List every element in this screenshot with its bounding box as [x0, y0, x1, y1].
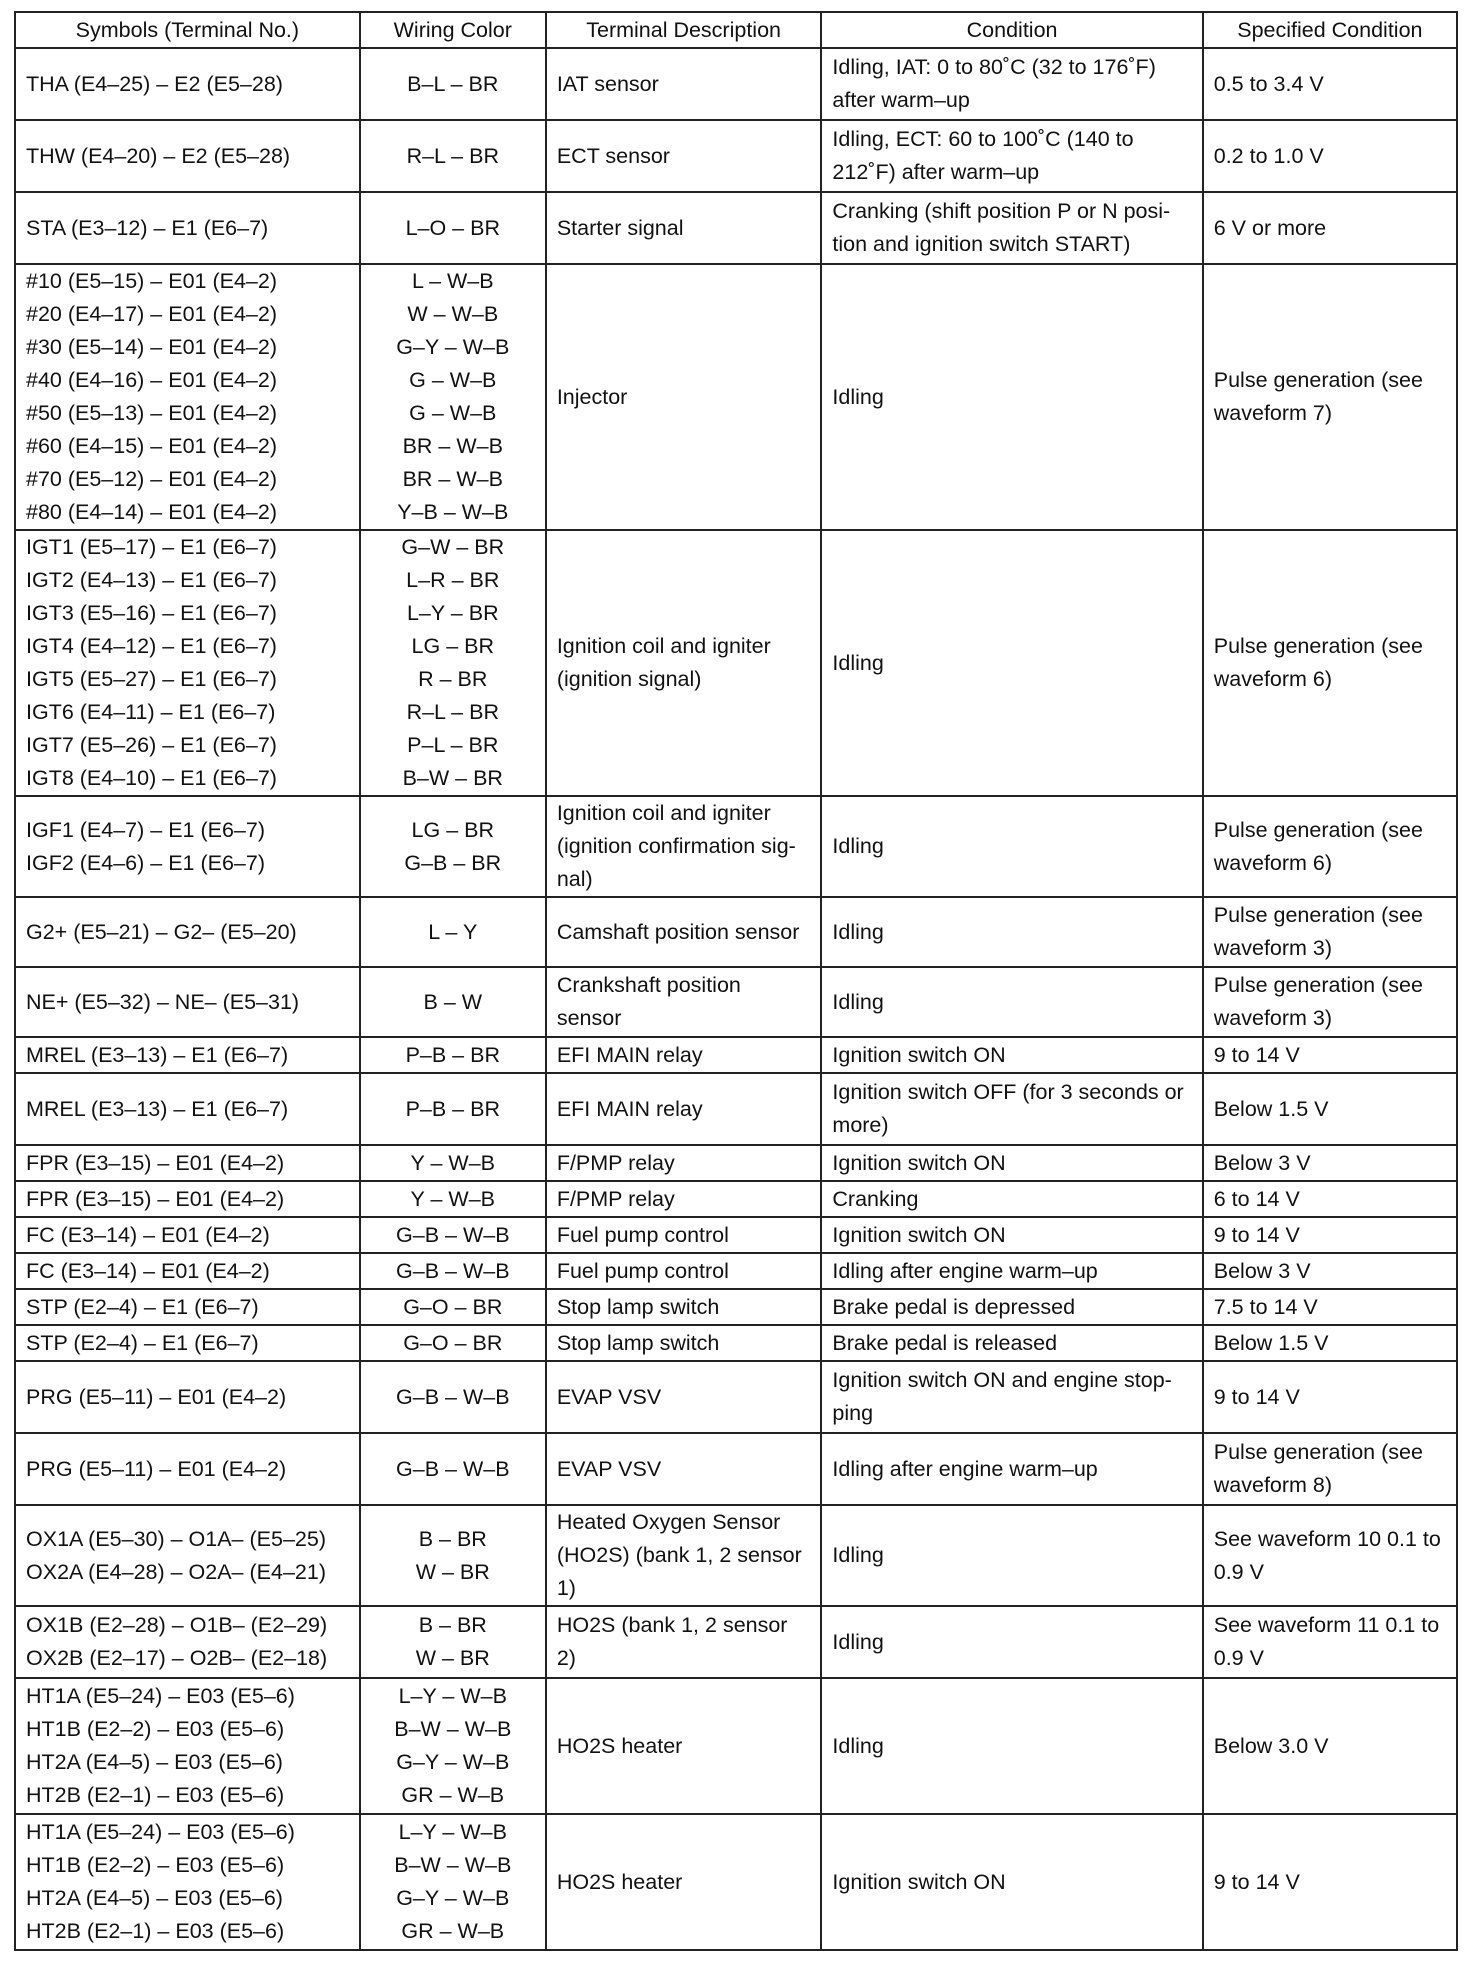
wiring-color-text: R–L – BR	[406, 700, 499, 724]
wiring-color-text: G–O – BR	[403, 1330, 503, 1355]
symbol-text: STP (E2–4) – E1 (E6–7)	[26, 1294, 259, 1319]
wiring-color-cell	[360, 1145, 546, 1181]
wiring-color-text: B–W – W–B	[394, 1853, 512, 1877]
wiring-color-cell	[360, 264, 546, 530]
specified-condition-cell: Below 3 V	[1203, 1253, 1457, 1289]
symbol-text: IGF2 (E4–6) – E1 (E6–7)	[26, 850, 265, 875]
condition-cell: Ignition switch ON and engine stop- ping	[821, 1361, 1202, 1433]
table-row	[15, 1145, 1457, 1181]
condition-cell: Idling	[821, 264, 1202, 530]
symbol-text: G2+ (E5–21) – G2– (E5–20)	[26, 919, 297, 944]
table-row	[15, 1217, 1457, 1253]
symbol-text: OX2A (E4–28) – O2A– (E4–21)	[26, 1559, 326, 1584]
symbol-text: OX2B (E2–17) – O2B– (E2–18)	[26, 1646, 328, 1670]
symbol-text: IGT5 (E5–27) – E1 (E6–7)	[26, 667, 277, 691]
symbol-text: PRG (E5–11) – E01 (E4–2)	[26, 1384, 287, 1409]
condition-cell: Idling	[821, 897, 1202, 967]
table-row	[15, 1361, 1457, 1433]
symbol-text: #50 (E5–13) – E01 (E4–2)	[26, 401, 277, 425]
table-row	[15, 192, 1457, 264]
wiring-color-text: BR – W–B	[402, 467, 503, 491]
wiring-color-cell	[360, 1361, 546, 1433]
specified-condition-cell: 0.2 to 1.0 V	[1203, 120, 1457, 192]
wiring-color-text: G–B – W–B	[396, 1222, 510, 1247]
symbol-text: HT2A (E4–5) – E03 (E5–6)	[26, 1750, 283, 1774]
symbol-text: PRG (E5–11) – E01 (E4–2)	[26, 1456, 287, 1481]
symbol-text: HT2B (E2–1) – E03 (E5–6)	[26, 1919, 285, 1943]
table-row	[15, 1678, 1457, 1814]
terminal-description-cell: F/PMP relay	[546, 1145, 822, 1181]
specified-condition-cell: Below 3 V	[1203, 1145, 1457, 1181]
condition-cell: Idling, IAT: 0 to 80˚C (32 to 176˚F) after warm–up	[821, 48, 1202, 120]
symbol-text: FPR (E3–15) – E01 (E4–2)	[26, 1150, 285, 1175]
wiring-color-text: G – W–B	[409, 401, 497, 425]
symbols-cell	[15, 1181, 360, 1217]
symbol-text: OX1B (E2–28) – O1B– (E2–29)	[26, 1613, 328, 1637]
wiring-color-text: B–W – W–B	[394, 1717, 512, 1741]
wiring-color-text: GR – W–B	[401, 1783, 505, 1807]
specified-condition-cell: 9 to 14 V	[1203, 1361, 1457, 1433]
symbol-text: #30 (E5–14) – E01 (E4–2)	[26, 335, 277, 359]
symbols-cell	[15, 1814, 360, 1950]
symbols-cell	[15, 192, 360, 264]
condition-cell: Ignition switch ON	[821, 1814, 1202, 1950]
symbol-text: IGT6 (E4–11) – E1 (E6–7)	[26, 700, 276, 724]
wiring-color-text: L–Y – BR	[406, 601, 499, 625]
table-row	[15, 1433, 1457, 1505]
symbol-text: IGT8 (E4–10) – E1 (E6–7)	[26, 766, 277, 790]
terminal-description-cell: IAT sensor	[546, 48, 822, 120]
wiring-color-cell	[360, 192, 546, 264]
symbols-cell	[15, 1606, 360, 1678]
wiring-color-cell	[360, 1433, 546, 1505]
table-row	[15, 120, 1457, 192]
wiring-color-cell	[360, 1253, 546, 1289]
wiring-color-text: P–L – BR	[407, 733, 499, 757]
symbol-text: MREL (E3–13) – E1 (E6–7)	[26, 1096, 289, 1121]
wiring-color-cell	[360, 530, 546, 796]
wiring-color-text: L–Y – W–B	[398, 1684, 507, 1708]
wiring-color-cell	[360, 48, 546, 120]
symbol-text: FC (E3–14) – E01 (E4–2)	[26, 1258, 270, 1283]
symbols-cell	[15, 1361, 360, 1433]
table-row	[15, 1814, 1457, 1950]
table-row	[15, 1289, 1457, 1325]
terminal-description-cell: HO2S heater	[546, 1678, 822, 1814]
wiring-color-text: B – BR	[418, 1526, 487, 1551]
symbol-text: #70 (E5–12) – E01 (E4–2)	[26, 467, 277, 491]
symbols-cell	[15, 1289, 360, 1325]
wiring-color-text: G–Y – W–B	[396, 335, 510, 359]
symbol-text: #10 (E5–15) – E01 (E4–2)	[26, 269, 277, 293]
specified-condition-cell: Pulse generation (see waveform 7)	[1203, 264, 1457, 530]
table-row	[15, 1606, 1457, 1678]
terminal-description-cell: F/PMP relay	[546, 1181, 822, 1217]
table-body	[15, 48, 1457, 1950]
specified-condition-cell: Pulse generation (see waveform 8)	[1203, 1433, 1457, 1505]
wiring-color-text: L – Y	[428, 919, 478, 944]
symbol-text: #80 (E4–14) – E01 (E4–2)	[26, 500, 277, 524]
terminal-description-cell: EFI MAIN relay	[546, 1073, 822, 1145]
wiring-color-cell	[360, 1289, 546, 1325]
symbol-text: #40 (E4–16) – E01 (E4–2)	[26, 368, 277, 392]
symbols-cell	[15, 1253, 360, 1289]
symbols-cell	[15, 120, 360, 192]
symbols-cell	[15, 530, 360, 796]
wiring-color-text: R–L – BR	[406, 143, 499, 168]
symbol-text: IGT7 (E5–26) – E1 (E6–7)	[26, 733, 277, 757]
symbols-cell	[15, 1217, 360, 1253]
wiring-color-text: G–B – W–B	[396, 1384, 510, 1409]
symbol-text: IGT2 (E4–13) – E1 (E6–7)	[26, 568, 277, 592]
symbol-text: IGT1 (E5–17) – E1 (E6–7)	[26, 535, 277, 559]
terminal-description-cell: Stop lamp switch	[546, 1325, 822, 1361]
condition-cell: Idling after engine warm–up	[821, 1433, 1202, 1505]
terminal-description-cell: HO2S (bank 1, 2 sensor 2)	[546, 1606, 822, 1678]
condition-cell: Brake pedal is released	[821, 1325, 1202, 1361]
wiring-color-cell	[360, 1325, 546, 1361]
wiring-color-text: L–R – BR	[406, 568, 500, 592]
condition-cell: Idling after engine warm–up	[821, 1253, 1202, 1289]
terminal-description-cell: Stop lamp switch	[546, 1289, 822, 1325]
symbols-cell	[15, 1505, 360, 1606]
wiring-color-text: B – BR	[418, 1613, 487, 1637]
symbol-text: FPR (E3–15) – E01 (E4–2)	[26, 1186, 285, 1211]
wiring-color-text: G–O – BR	[403, 1294, 503, 1319]
terminal-description-cell: Starter signal	[546, 192, 822, 264]
wiring-color-cell	[360, 1181, 546, 1217]
symbol-text: FC (E3–14) – E01 (E4–2)	[26, 1222, 270, 1247]
table-row	[15, 1505, 1457, 1606]
specified-condition-cell: 7.5 to 14 V	[1203, 1289, 1457, 1325]
wiring-color-text: G–B – BR	[404, 850, 502, 875]
symbols-cell	[15, 897, 360, 967]
wiring-color-text: W – W–B	[407, 302, 499, 326]
symbols-cell	[15, 1145, 360, 1181]
wiring-color-cell	[360, 120, 546, 192]
symbols-cell	[15, 1073, 360, 1145]
symbol-text: THA (E4–25) – E2 (E5–28)	[26, 71, 283, 96]
condition-cell: Idling	[821, 1678, 1202, 1814]
table-row	[15, 967, 1457, 1037]
condition-cell: Ignition switch ON	[821, 1037, 1202, 1073]
terminal-description-cell: EVAP VSV	[546, 1433, 822, 1505]
wiring-color-text: G–Y – W–B	[396, 1886, 510, 1910]
header-specified-condition: Specified Condition	[1203, 12, 1457, 48]
terminal-description-cell: Heated Oxygen Sensor (HO2S) (bank 1, 2 sensor 1)	[546, 1505, 822, 1606]
condition-cell: Idling	[821, 967, 1202, 1037]
wiring-color-text: P–B – BR	[405, 1096, 500, 1121]
wiring-color-cell	[360, 897, 546, 967]
specified-condition-cell: 0.5 to 3.4 V	[1203, 48, 1457, 120]
condition-cell: Ignition switch OFF (for 3 seconds or more)	[821, 1073, 1202, 1145]
symbols-cell	[15, 1433, 360, 1505]
wiring-color-text: W – BR	[415, 1646, 490, 1670]
table-row	[15, 796, 1457, 897]
wiring-color-text: W – BR	[415, 1559, 490, 1584]
wiring-color-text: G–Y – W–B	[396, 1750, 510, 1774]
symbols-cell	[15, 1678, 360, 1814]
wiring-color-text: Y – W–B	[410, 1150, 495, 1175]
table-row	[15, 530, 1457, 796]
symbols-cell	[15, 1325, 360, 1361]
symbol-text: STA (E3–12) – E1 (E6–7)	[26, 215, 269, 240]
specified-condition-cell: 9 to 14 V	[1203, 1814, 1457, 1950]
terminal-description-cell: Fuel pump control	[546, 1253, 822, 1289]
wiring-color-text: Y – W–B	[410, 1186, 495, 1211]
table-row	[15, 48, 1457, 120]
table-row	[15, 1253, 1457, 1289]
condition-cell: Brake pedal is depressed	[821, 1289, 1202, 1325]
symbol-text: HT2B (E2–1) – E03 (E5–6)	[26, 1783, 285, 1807]
wiring-color-text: B–L – BR	[407, 71, 499, 96]
condition-cell: Idling	[821, 530, 1202, 796]
wiring-color-text: LG – BR	[411, 634, 494, 658]
symbol-text: HT1A (E5–24) – E03 (E5–6)	[26, 1820, 295, 1844]
condition-cell: Idling	[821, 796, 1202, 897]
table-row	[15, 897, 1457, 967]
header-row	[15, 12, 1457, 48]
specified-condition-cell: Pulse generation (see waveform 6)	[1203, 796, 1457, 897]
wiring-color-text: L – W–B	[411, 269, 494, 293]
condition-cell: Idling, ECT: 60 to 100˚C (140 to 212˚F) after warm–up	[821, 120, 1202, 192]
wiring-color-cell	[360, 1606, 546, 1678]
terminal-description-cell: Ignition coil and igniter (ignition confirmation sig- nal)	[546, 796, 822, 897]
wiring-color-cell	[360, 1037, 546, 1073]
wiring-color-cell	[360, 1505, 546, 1606]
symbol-text: #60 (E4–15) – E01 (E4–2)	[26, 434, 277, 458]
table-row	[15, 1325, 1457, 1361]
symbols-cell	[15, 1037, 360, 1073]
wiring-color-text: L–O – BR	[405, 215, 500, 240]
condition-cell: Idling	[821, 1606, 1202, 1678]
symbol-text: IGF1 (E4–7) – E1 (E6–7)	[26, 817, 265, 842]
wiring-color-text: L–Y – W–B	[398, 1820, 507, 1844]
symbol-text: NE+ (E5–32) – NE– (E5–31)	[26, 989, 300, 1014]
specified-condition-cell: 9 to 14 V	[1203, 1037, 1457, 1073]
table-row	[15, 264, 1457, 530]
wiring-color-text: GR – W–B	[401, 1919, 505, 1943]
table-row	[15, 1181, 1457, 1217]
wiring-color-text: G – W–B	[409, 368, 497, 392]
wiring-color-text: G–W – BR	[401, 535, 505, 559]
condition-cell: Idling	[821, 1505, 1202, 1606]
wiring-color-cell	[360, 1678, 546, 1814]
table-header	[15, 12, 1457, 48]
symbols-cell	[15, 796, 360, 897]
condition-cell: Ignition switch ON	[821, 1217, 1202, 1253]
symbols-cell	[15, 264, 360, 530]
symbol-text: HT2A (E4–5) – E03 (E5–6)	[26, 1886, 283, 1910]
wiring-color-cell	[360, 1814, 546, 1950]
terminal-description-cell: Crankshaft position sensor	[546, 967, 822, 1037]
wiring-color-text: Y–B – W–B	[397, 500, 509, 524]
condition-cell: Cranking	[821, 1181, 1202, 1217]
table-row	[15, 1073, 1457, 1145]
header-wiring-color: Wiring Color	[360, 12, 546, 48]
wiring-color-text: G–B – W–B	[396, 1456, 510, 1481]
terminal-description-cell: ECT sensor	[546, 120, 822, 192]
symbol-text: HT1B (E2–2) – E03 (E5–6)	[26, 1717, 285, 1741]
symbols-cell	[15, 967, 360, 1037]
table-row	[15, 1037, 1457, 1073]
header-condition: Condition	[821, 12, 1202, 48]
terminal-description-cell: EVAP VSV	[546, 1361, 822, 1433]
terminal-description-cell: Injector	[546, 264, 822, 530]
specified-condition-cell: Below 1.5 V	[1203, 1073, 1457, 1145]
wiring-color-cell	[360, 1073, 546, 1145]
wiring-color-text: B – W	[423, 989, 483, 1014]
wiring-color-cell	[360, 1217, 546, 1253]
specified-condition-cell: Pulse generation (see waveform 3)	[1203, 897, 1457, 967]
wiring-color-cell	[360, 967, 546, 1037]
specified-condition-cell: 6 to 14 V	[1203, 1181, 1457, 1217]
specified-condition-cell: See waveform 10 0.1 to 0.9 V	[1203, 1505, 1457, 1606]
wiring-color-text: P–B – BR	[405, 1042, 500, 1067]
specified-condition-cell: 9 to 14 V	[1203, 1217, 1457, 1253]
wiring-color-text: BR – W–B	[402, 434, 503, 458]
symbol-text: MREL (E3–13) – E1 (E6–7)	[26, 1042, 289, 1067]
ecu-terminal-table	[14, 11, 1458, 1951]
specified-condition-cell: Pulse generation (see waveform 3)	[1203, 967, 1457, 1037]
symbol-text: #20 (E4–17) – E01 (E4–2)	[26, 302, 277, 326]
terminal-description-cell: HO2S heater	[546, 1814, 822, 1950]
terminal-description-cell: Fuel pump control	[546, 1217, 822, 1253]
header-symbols: Symbols (Terminal No.)	[15, 12, 360, 48]
symbol-text: IGT4 (E4–12) – E1 (E6–7)	[26, 634, 277, 658]
specified-condition-cell: 6 V or more	[1203, 192, 1457, 264]
symbol-text: THW (E4–20) – E2 (E5–28)	[26, 143, 291, 168]
symbol-text: STP (E2–4) – E1 (E6–7)	[26, 1330, 259, 1355]
header-terminal-description: Terminal Description	[546, 12, 822, 48]
condition-cell: Cranking (shift position P or N posi- tion and ignition switch START)	[821, 192, 1202, 264]
wiring-color-text: G–B – W–B	[396, 1258, 510, 1283]
wiring-color-text: R – BR	[418, 667, 488, 691]
terminal-description-cell: EFI MAIN relay	[546, 1037, 822, 1073]
wiring-color-text: LG – BR	[411, 817, 494, 842]
terminal-description-cell: Ignition coil and igniter (ignition signal)	[546, 530, 822, 796]
specified-condition-cell: Pulse generation (see waveform 6)	[1203, 530, 1457, 796]
wiring-color-text: B–W – BR	[402, 766, 503, 790]
condition-cell: Ignition switch ON	[821, 1145, 1202, 1181]
symbols-cell	[15, 48, 360, 120]
symbol-text: OX1A (E5–30) – O1A– (E5–25)	[26, 1526, 326, 1551]
specified-condition-cell: Below 3.0 V	[1203, 1678, 1457, 1814]
symbol-text: HT1B (E2–2) – E03 (E5–6)	[26, 1853, 285, 1877]
symbol-text: IGT3 (E5–16) – E1 (E6–7)	[26, 601, 277, 625]
symbol-text: HT1A (E5–24) – E03 (E5–6)	[26, 1684, 295, 1708]
wiring-color-cell	[360, 796, 546, 897]
specified-condition-cell: See waveform 11 0.1 to 0.9 V	[1203, 1606, 1457, 1678]
terminal-description-cell: Camshaft position sensor	[546, 897, 822, 967]
specified-condition-cell: Below 1.5 V	[1203, 1325, 1457, 1361]
